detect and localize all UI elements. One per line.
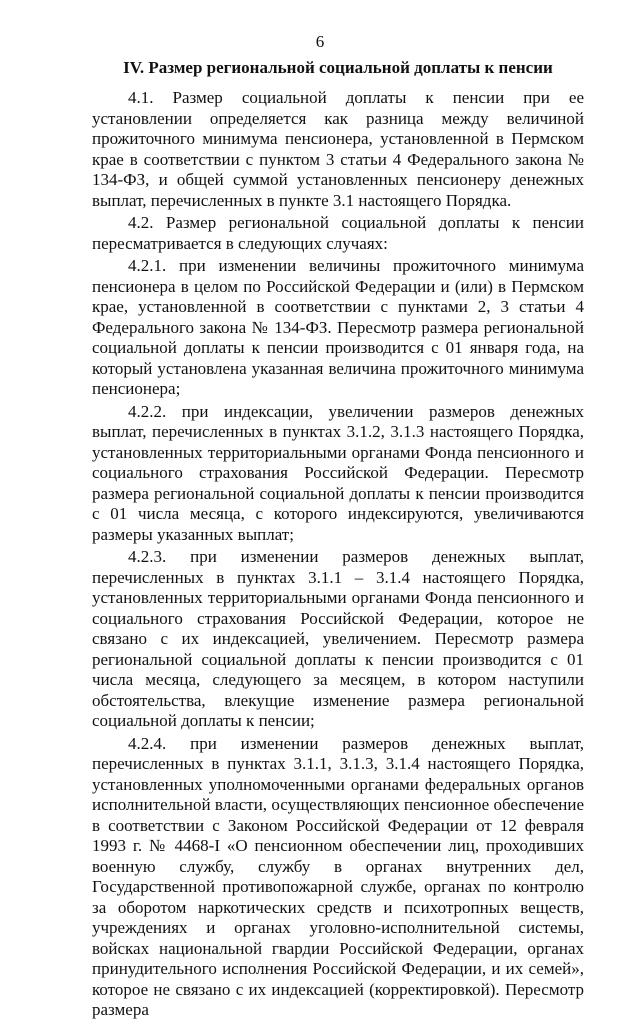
paragraph-4-2: 4.2. Размер региональной социальной доплаты к пенсии пересматривается в следующих случаях: bbox=[92, 213, 584, 253]
page-number: 6 bbox=[315, 32, 325, 51]
paragraph-4-2-4: 4.2.4. при изменении размеров денежных выплат, перечисленных в пунктах 3.1.1, 3.1.3, 3.1.4 настоящего Порядка, установленных уполномоченными органами федеральных органов исполнительной власти, осуществляющих пенсионное обеспечение в соответствии с Законом Российской Федерации от 12 февраля 1993 г. № 4468-I «О пенсионном обеспечении лиц, проходивших военную службу, службу в органах внутренних дел, Государственной противопожарной службе, органах по контролю за оборотом наркотических средств и психотропных веществ, учреждениях и органах уголовно-исполнительной системы, войсках национальной гвардии Российской Федерации, органах принудительного исполнения Российской Федерации, и их семей», которое не связано с их индексацией (корректировкой). Пересмотр размера bbox=[92, 733, 584, 1019]
paragraph-4-2-2: 4.2.2. при индексации, увеличении размеров денежных выплат, перечисленных в пунктах 3.1.2, 3.1.3 настоящего Порядка, установленных территориальными органами Фонда пенсионного и социального страхования Российской Федерации. Пересмотр размера региональной социальной доплаты к пенсии производится с 01 числа месяца, с которого индексируются, увеличиваются размеры указанных выплат; bbox=[92, 401, 584, 544]
document-body bbox=[92, 88, 584, 1023]
paragraph-4-1: 4.1. Размер социальной доплаты к пенсии при ее установлении определяется как разница между величиной прожиточного минимума пенсионера, установленной в Пермском крае в соответствии с пунктом 3 статьи 4 Федерального закона № 134-ФЗ, и общей суммой установленных пенсионеру денежных выплат, перечисленных в пункте 3.1 настоящего Порядка. bbox=[92, 88, 584, 210]
paragraph-4-2-3: 4.2.3. при изменении размеров денежных выплат, перечисленных в пунктах 3.1.1 – 3.1.4 настоящего Порядка, установленных территориальными органами Фонда пенсионного и социального страхования Российской Федерации, которое не связано с их индексацией, увеличением. Пересмотр размера региональной социальной доплаты к пенсии производится с 01 числа месяца, следующего за месяцем, в котором наступили обстоятельства, влекущие изменение размера региональной социальной доплаты к пенсии; bbox=[92, 547, 584, 730]
section-heading: IV. Размер региональной социальной доплаты к пенсии bbox=[123, 58, 553, 77]
paragraph-4-2-1: 4.2.1. при изменении величины прожиточного минимума пенсионера в целом по Российской Федерации и (или) в Пермском крае, установленной в соответствии с пунктами 2, 3 статьи 4 Федерального закона № 134-ФЗ. Пересмотр размера региональной социальной доплаты к пенсии производится с 01 января года, на который установлена указанная величина прожиточного минимума пенсионера; bbox=[92, 256, 584, 398]
